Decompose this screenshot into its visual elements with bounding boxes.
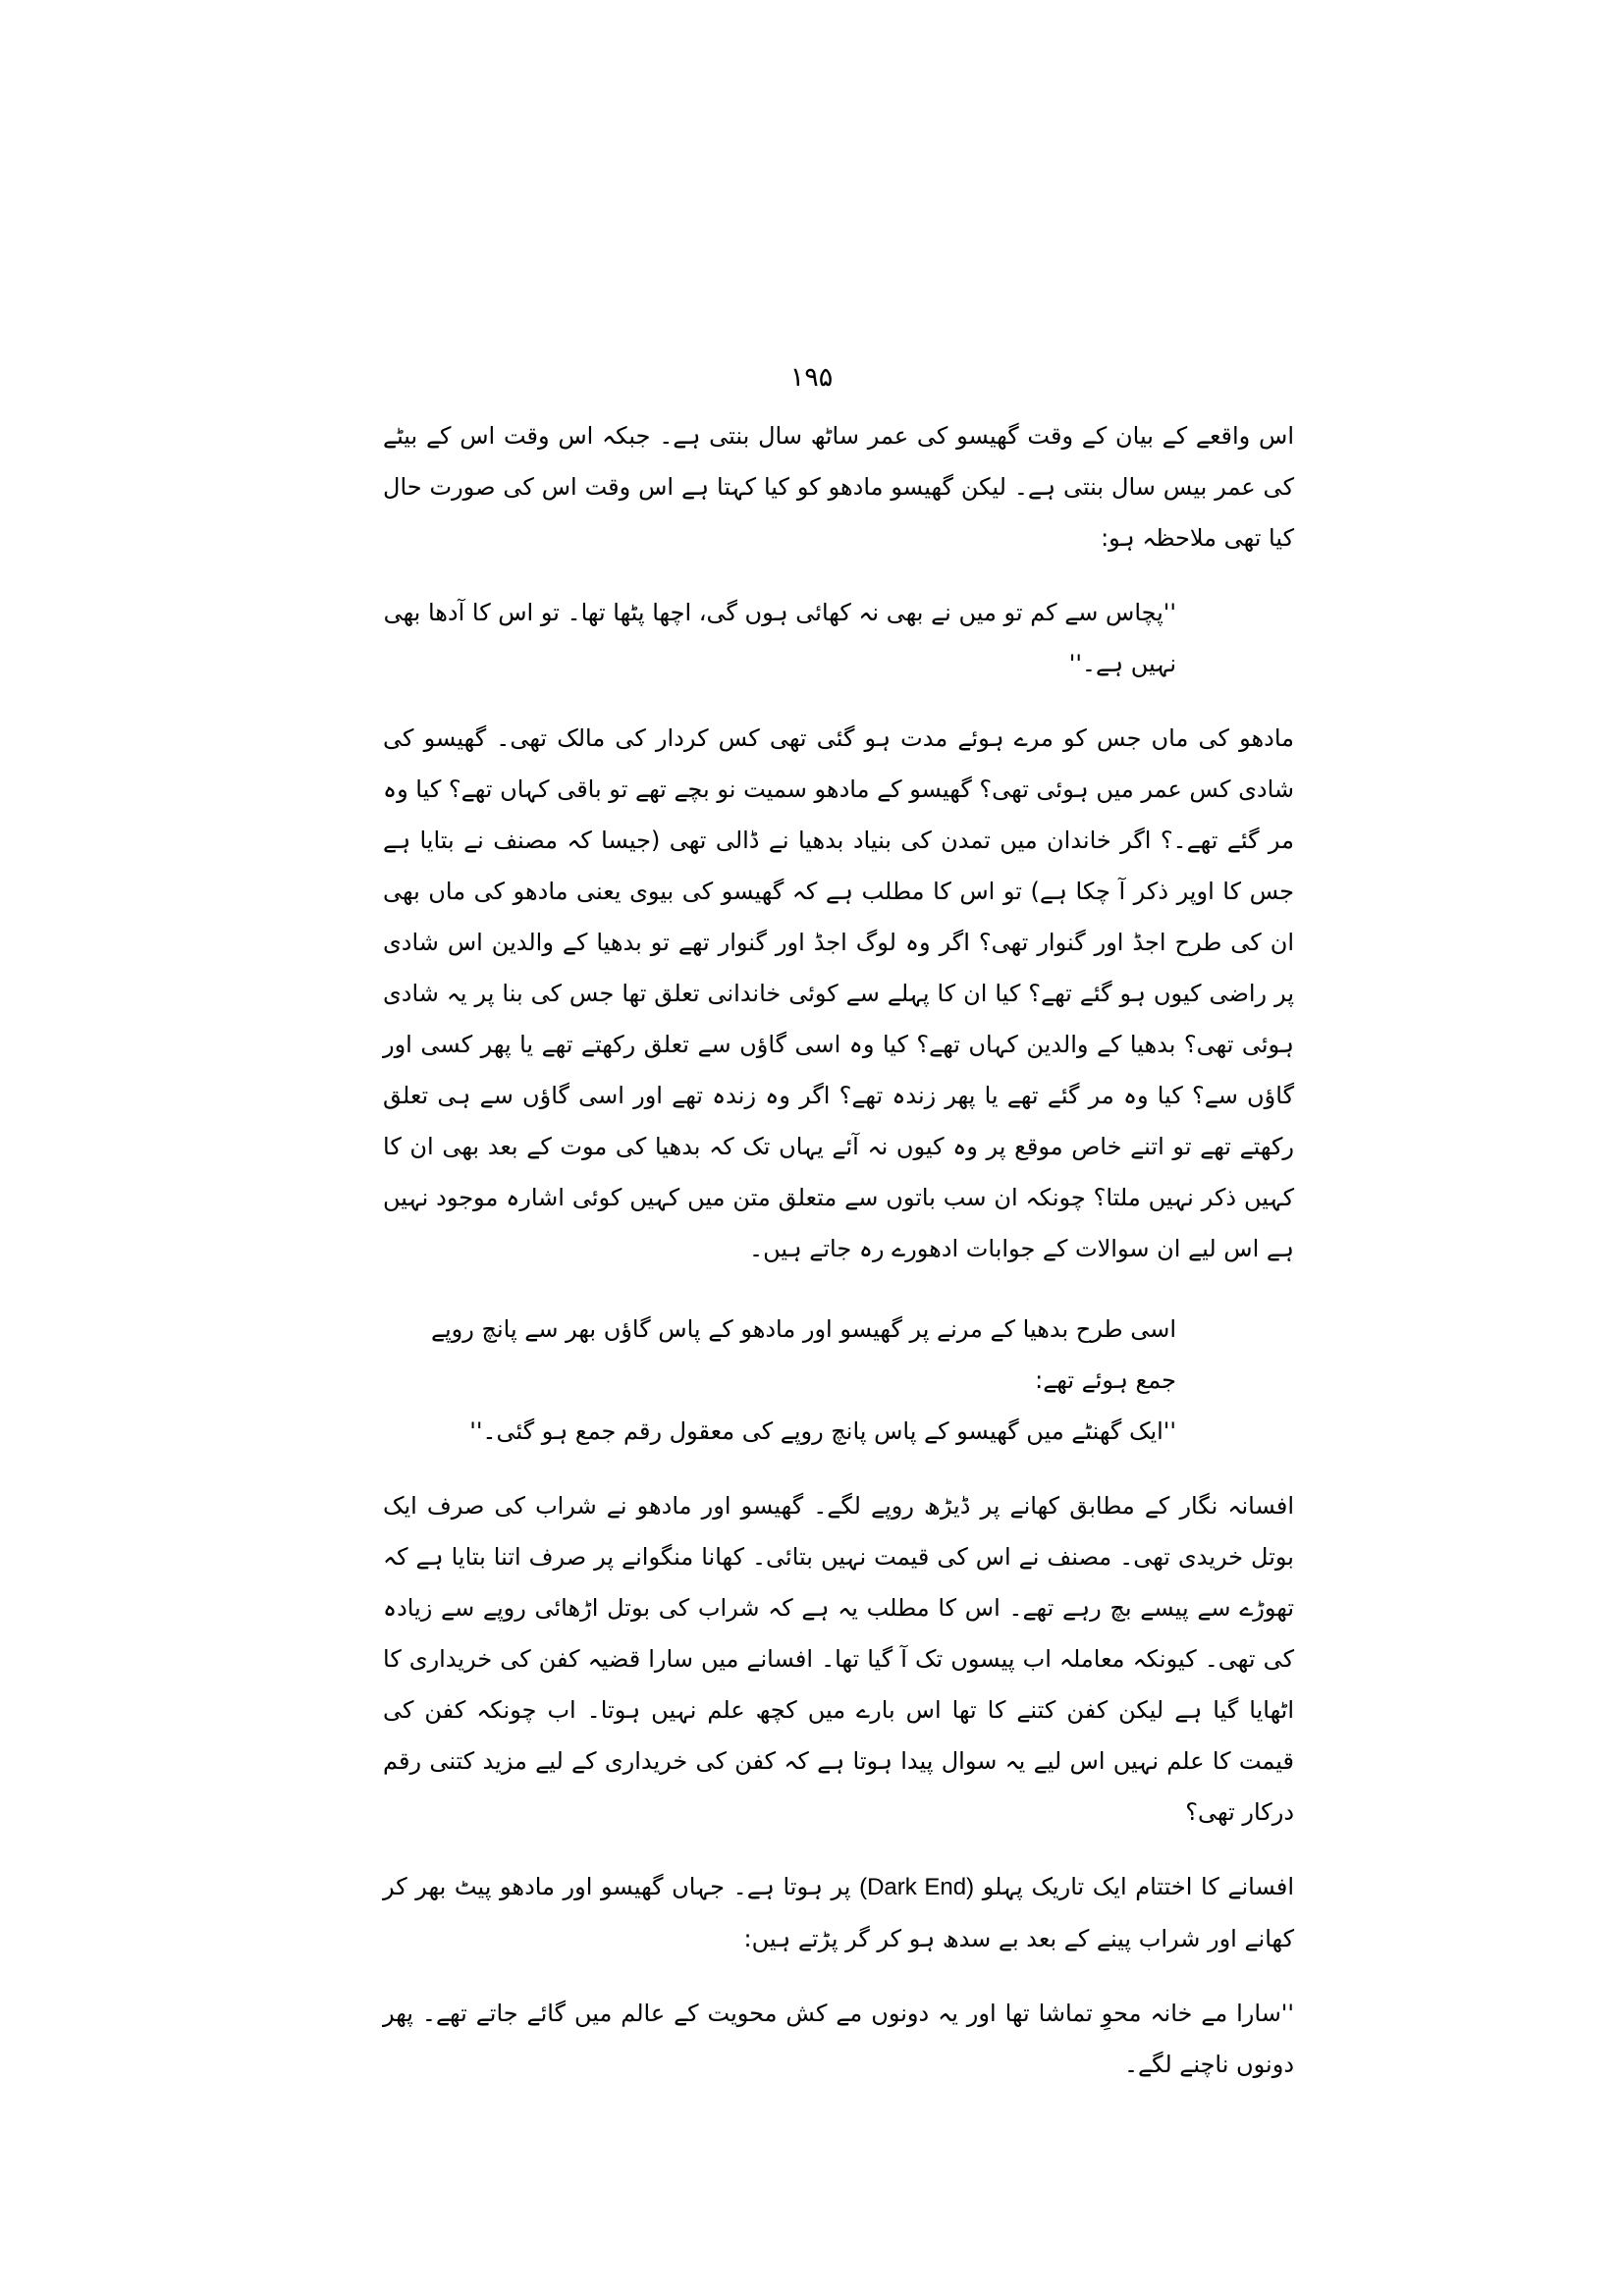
paragraph-3: اسی طرح بدھیا کے مرنے پر گھیسو اور مادھو کے پاس گاؤں بھر سے پانچ روپے جمع ہوئے تھے: [430, 1315, 1176, 1394]
paragraph-1: اس واقعے کے بیان کے وقت گھیسو کی عمر ساٹھ سال بنتی ہے۔ جبکہ اس وقت اس کے بیٹے کی عمر بیس سال بنتی ہے۔ لیکن گھیسو مادھو کو کیا کہتا ہے اس وقت اس کی صورت حال کیا تھی ملاحظہ ہو: [383, 422, 1294, 552]
paragraph-2: مادھو کی ماں جس کو مرے ہوئے مدت ہو گئی تھی کس کردار کی مالک تھی۔ گھیسو کی شادی کس عمر میں ہوئی تھی؟ گھیسو کے مادھو سمیت نو بچے تھے تو باقی کہاں تھے؟ کیا وہ مر گئے تھے۔؟ اگر خاندان میں تمدن کی بنیاد بدھیا نے ڈالی تھی (جیسا کہ مصنف نے بتایا ہے جس کا اوپر ذکر آ چکا ہے) تو اس کا مطلب ہے کہ گھیسو کی بیوی یعنی مادھو کی ماں بھی ان کی طرح اجڈ اور گنوار تھی؟ اگر وہ لوگ اجڈ اور گنوار تھے تو بدھیا کے والدین اس شادی پر راضی کیوں ہو گئے تھے؟ کیا ان کا پہلے سے کوئی خاندانی تعلق تھا جس کی بنا پر یہ شادی ہوئی تھی؟ بدھیا کے والدین کہاں تھے؟ کیا وہ اسی گاؤں سے تعلق رکھتے تھے یا پھر کسی اور گاؤں سے؟ کیا وہ مر گئے تھے یا پھر زندہ تھے؟ اگر وہ زندہ تھے اور اسی گاؤں سے ہی تعلق رکھتے تھے تو اتنے خاص موقع پر وہ کیوں نہ آئے یہاں تک کہ بدھیا کی موت کے بعد بھی ان کا کہیں ذکر نہیں ملتا؟ چونکہ ان سب باتوں سے متعلق متن میں کہیں کوئی اشارہ موجود نہیں ہے اس لیے ان سوالات کے جوابات ادھورے رہ جاتے ہیں۔ [383, 724, 1294, 1262]
paragraph-5-part-2: پر ہوتا ہے۔ جہاں گھیسو اور مادھو پیٹ بھر کر کھانے اور شراب پینے کے بعد بے سدھ ہو کر گر پڑتے ہیں: [383, 1873, 1294, 1952]
quote-3: ''سارا مے خانہ محوِ تماشا تھا اور یہ دونوں مے کش محویت کے عالم میں گائے جاتے تھے۔ پھر دونوں ناچنے لگے۔ [383, 2000, 1294, 2078]
quote-1: ''پچاس سے کم تو میں نے بھی نہ کھائی ہوں گی، اچھا پٹھا تھا۔ تو اس کا آدھا بھی نہیں ہے۔'' [383, 599, 1176, 677]
page-number: ۱۹۵ [789, 362, 834, 393]
text-column [383, 410, 1294, 2090]
paragraph-5 [383, 1861, 1294, 1964]
paragraph-4: افسانہ نگار کے مطابق کھانے پر ڈیڑھ روپے لگے۔ گھیسو اور مادھو نے شراب کی صرف ایک بوتل خریدی تھی۔ مصنف نے اس کی قیمت نہیں بتائی۔ کھانا منگوانے پر صرف اتنا بتایا ہے کہ تھوڑے سے پیسے بچ رہے تھے۔ اس کا مطلب یہ ہے کہ شراب کی بوتل اڑھائی روپے سے زیادہ کی تھی۔ کیونکہ معاملہ اب پیسوں تک آ گیا تھا۔ افسانے میں سارا قضیہ کفن کی خریداری کا اٹھایا گیا ہے لیکن کفن کتنے کا تھا اس بارے میں کچھ علم نہیں ہوتا۔ اب چونکہ کفن کی قیمت کا علم نہیں اس لیے یہ سوال پیدا ہوتا ہے کہ کفن کی خریداری کے لیے مزید کتنی رقم درکار تھی؟ [383, 1492, 1294, 1826]
dark-end-term: (Dark End) [859, 1874, 975, 1900]
quote-2: ''ایک گھنٹے میں گھیسو کے پاس پانچ روپے کی معقول رقم جمع ہو گئی۔'' [469, 1417, 1176, 1445]
paragraph-5-part-1: افسانے کا اختتام ایک تاریک پہلو [974, 1873, 1295, 1900]
